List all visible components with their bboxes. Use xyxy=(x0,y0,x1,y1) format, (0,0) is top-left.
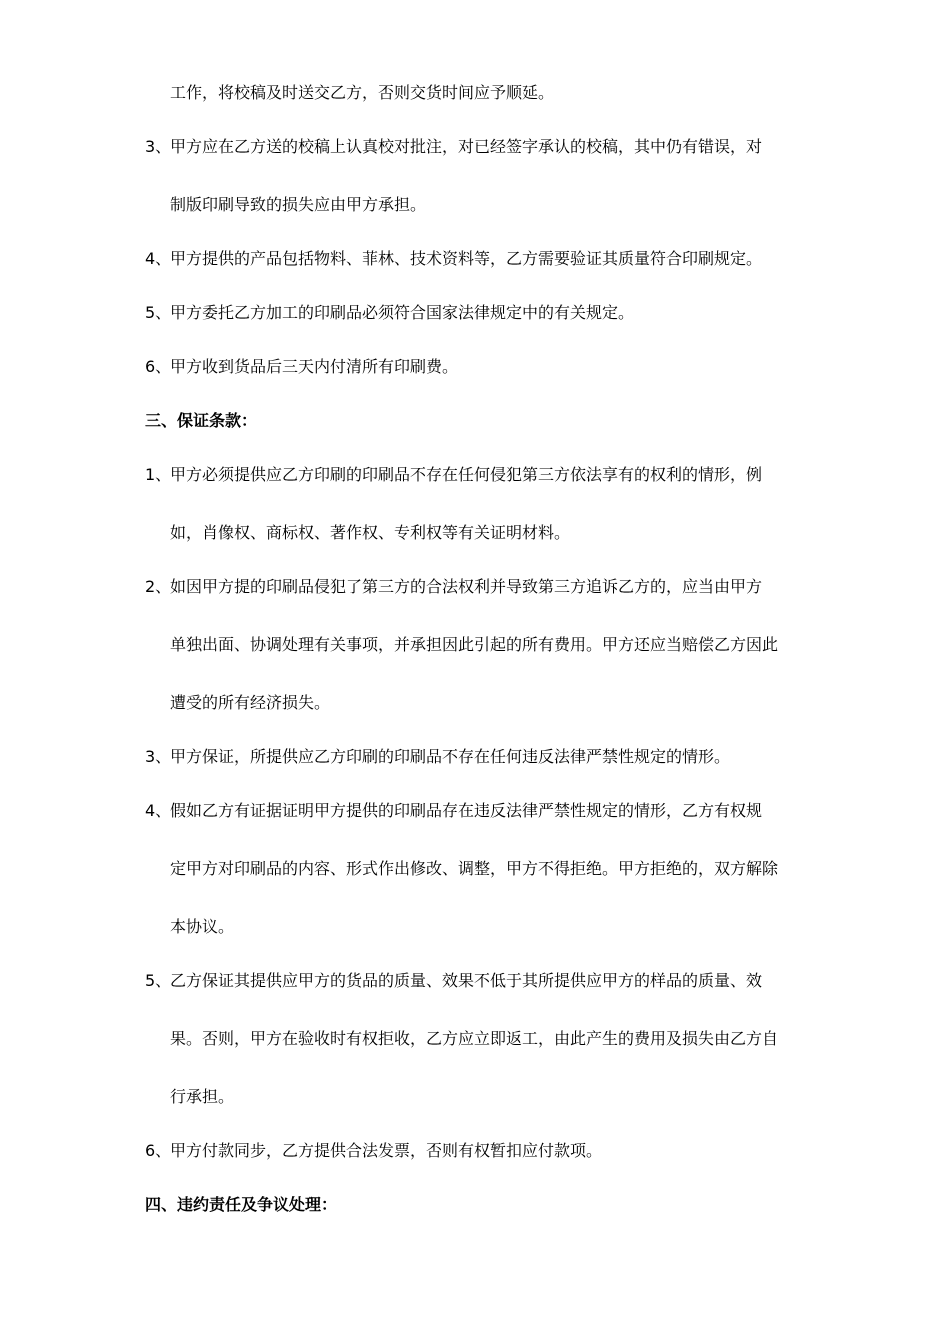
list-item-number: 4、 xyxy=(145,801,172,820)
list-item-number: 3、 xyxy=(145,747,172,766)
list-item-text: 甲方收到货品后三天内付清所有印刷费。 xyxy=(170,357,459,376)
list-item-number: 6、 xyxy=(145,357,172,376)
list-item-text: 甲方保证，所提供应乙方印刷的印刷品不存在任何违反法律严禁性规定的情形。 xyxy=(170,747,731,766)
list-item-number: 5、 xyxy=(145,971,172,990)
section-title: 四、违约责任及争议处理： xyxy=(145,1195,338,1214)
list-item-text: 如因甲方提的印刷品侵犯了第三方的合法权利并导致第三方追诉乙方的，应当由甲方 xyxy=(170,577,763,596)
list-item-text: 乙方保证其提供应甲方的货品的质量、效果不低于其所提供应甲方的样品的质量、效 xyxy=(170,971,763,990)
list-item-number: 6、 xyxy=(145,1141,172,1160)
list-item-text: 行承担。 xyxy=(170,1087,235,1106)
list-item-text: 如，肖像权、商标权、著作权、专利权等有关证明材料。 xyxy=(170,523,571,542)
list-item-text: 甲方付款同步，乙方提供合法发票，否则有权暂扣应付款项。 xyxy=(170,1141,603,1160)
list-item-number: 5、 xyxy=(145,303,172,322)
list-item-number: 1、 xyxy=(145,465,172,484)
list-item-text: 甲方必须提供应乙方印刷的印刷品不存在任何侵犯第三方依法享有的权利的情形，例 xyxy=(170,465,763,484)
list-item-text: 遭受的所有经济损失。 xyxy=(170,693,331,712)
list-item-text: 单独出面、协调处理有关事项，并承担因此引起的所有费用。甲方还应当赔偿乙方因此 xyxy=(170,635,779,654)
list-item-number: 4、 xyxy=(145,249,172,268)
list-item-text: 制版印刷导致的损失应由甲方承担。 xyxy=(170,195,427,214)
list-item-number: 3、 xyxy=(145,137,172,156)
list-item-text: 甲方委托乙方加工的印刷品必须符合国家法律规定中的有关规定。 xyxy=(170,303,635,322)
list-item-number: 2、 xyxy=(145,577,172,596)
list-item-text: 甲方应在乙方送的校稿上认真校对批注，对已经签字承认的校稿，其中仍有错误，对 xyxy=(170,137,763,156)
list-item-text: 甲方提供的产品包括物料、菲林、技术资料等，乙方需要验证其质量符合印刷规定。 xyxy=(170,249,763,268)
section-title: 三、保证条款： xyxy=(145,411,258,430)
list-item-text: 定甲方对印刷品的内容、形式作出修改、调整，甲方不得拒绝。甲方拒绝的，双方解除 xyxy=(170,859,779,878)
paragraph-text: 工作，将校稿及时送交乙方，否则交货时间应予顺延。 xyxy=(170,83,555,102)
list-item-text: 果。否则，甲方在验收时有权拒收，乙方应立即返工，由此产生的费用及损失由乙方自 xyxy=(170,1029,779,1048)
list-item-text: 本协议。 xyxy=(170,917,235,936)
list-item-text: 假如乙方有证据证明甲方提供的印刷品存在违反法律严禁性规定的情形，乙方有权规 xyxy=(170,801,763,820)
